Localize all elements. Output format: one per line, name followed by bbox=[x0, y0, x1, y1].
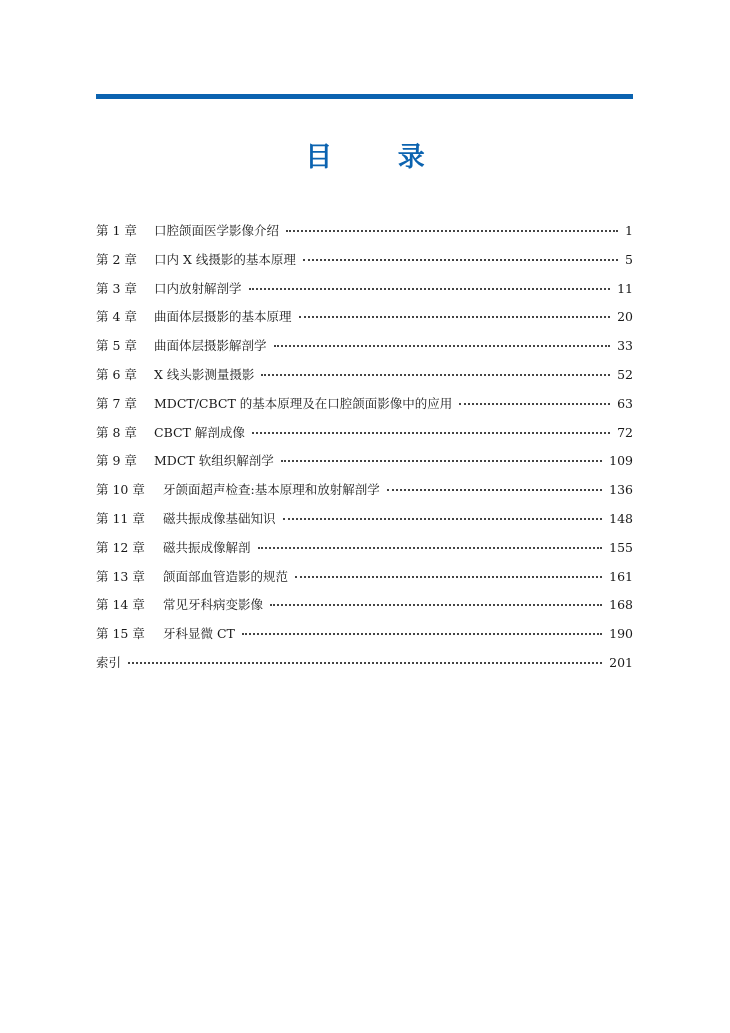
toc-leader-dots bbox=[387, 489, 602, 491]
toc-leader-dots bbox=[459, 403, 610, 405]
toc-chapter-number: 第 7 章 bbox=[96, 395, 137, 411]
top-rule bbox=[96, 94, 633, 99]
toc-leader-dots bbox=[286, 230, 618, 232]
toc-row-6[interactable] bbox=[96, 365, 633, 394]
toc-leader-dots bbox=[252, 432, 610, 434]
toc-row-3[interactable] bbox=[96, 279, 633, 308]
toc-page-number: 190 bbox=[609, 626, 633, 642]
toc-leader-dots bbox=[258, 547, 603, 549]
toc-row-7[interactable] bbox=[96, 394, 633, 423]
toc-chapter-number: 第 14 章 bbox=[96, 597, 145, 613]
page-title: 目 录 bbox=[305, 142, 453, 173]
toc-row-8[interactable] bbox=[96, 423, 633, 452]
toc-chapter-number: 第 5 章 bbox=[96, 338, 137, 354]
toc-chapter-title: MDCT/CBCT 的基本原理及在口腔颌面影像中的应用 bbox=[154, 395, 453, 411]
toc-leader-dots bbox=[281, 460, 602, 462]
toc-page-number: 33 bbox=[617, 338, 633, 354]
toc-leader-dots bbox=[274, 345, 611, 347]
toc-chapter-number: 第 6 章 bbox=[96, 366, 137, 382]
toc-chapter-number: 第 10 章 bbox=[96, 482, 145, 498]
toc-row-4[interactable] bbox=[96, 307, 633, 336]
toc-leader-dots bbox=[295, 576, 602, 578]
toc-chapter-title: 口内 X 线摄影的基本原理 bbox=[154, 251, 296, 267]
toc-chapter-number: 第 9 章 bbox=[96, 453, 137, 469]
toc-page-number: 1 bbox=[625, 223, 633, 238]
toc-chapter-title: X 线头影测量摄影 bbox=[154, 366, 255, 382]
toc-leader-dots bbox=[270, 604, 602, 606]
toc-leader-dots bbox=[283, 518, 603, 520]
toc-page-number: 201 bbox=[609, 654, 633, 670]
toc-leader-dots bbox=[128, 662, 602, 664]
table-of-contents bbox=[96, 221, 633, 682]
toc-chapter-number: 第 11 章 bbox=[96, 510, 145, 526]
toc-chapter-number: 第 15 章 bbox=[96, 626, 145, 642]
toc-page-number: 168 bbox=[609, 597, 633, 613]
toc-leader-dots bbox=[242, 633, 602, 635]
toc-leader-dots bbox=[299, 316, 611, 318]
toc-page-number: 161 bbox=[609, 568, 633, 584]
toc-chapter-number: 第 4 章 bbox=[96, 309, 137, 325]
toc-row-15[interactable] bbox=[96, 624, 633, 653]
toc-chapter-number: 第 13 章 bbox=[96, 568, 145, 584]
toc-row-13[interactable] bbox=[96, 567, 633, 596]
toc-chapter-title: 常见牙科病变影像 bbox=[163, 597, 264, 613]
toc-row-5[interactable] bbox=[96, 336, 633, 365]
toc-page-number: 136 bbox=[609, 482, 633, 498]
toc-chapter-title: MDCT 软组织解剖学 bbox=[154, 453, 274, 469]
toc-page-number: 109 bbox=[609, 453, 633, 469]
toc-row-12[interactable] bbox=[96, 538, 633, 567]
toc-index-title: 索引 bbox=[96, 654, 122, 670]
toc-page-number: 148 bbox=[609, 510, 633, 526]
toc-chapter-number: 第 3 章 bbox=[96, 280, 137, 296]
toc-chapter-title: 牙颌面超声检查:基本原理和放射解剖学 bbox=[163, 482, 380, 498]
toc-row-10[interactable] bbox=[96, 480, 633, 509]
toc-chapter-number: 第 1 章 bbox=[96, 223, 137, 238]
toc-chapter-number: 第 12 章 bbox=[96, 539, 145, 555]
toc-page-number: 72 bbox=[617, 424, 633, 440]
toc-row-index[interactable] bbox=[96, 653, 633, 682]
toc-leader-dots bbox=[249, 288, 611, 290]
toc-page-number: 52 bbox=[617, 366, 633, 382]
toc-page-number: 63 bbox=[617, 395, 633, 411]
toc-chapter-title: 曲面体层摄影的基本原理 bbox=[154, 309, 292, 325]
toc-row-2[interactable] bbox=[96, 250, 633, 279]
toc-page-number: 155 bbox=[609, 539, 633, 555]
toc-chapter-title: 口腔颌面医学影像介绍 bbox=[154, 223, 280, 238]
toc-page-number: 20 bbox=[617, 309, 633, 325]
toc-row-14[interactable] bbox=[96, 595, 633, 624]
toc-chapter-title: 磁共振成像解剖 bbox=[163, 539, 251, 555]
toc-chapter-title: CBCT 解剖成像 bbox=[154, 424, 245, 440]
toc-row-11[interactable] bbox=[96, 509, 633, 538]
toc-chapter-number: 第 2 章 bbox=[96, 251, 137, 267]
toc-leader-dots bbox=[303, 259, 618, 261]
toc-page-number: 5 bbox=[625, 251, 633, 267]
toc-chapter-number: 第 8 章 bbox=[96, 424, 137, 440]
toc-row-1[interactable] bbox=[96, 221, 633, 250]
toc-page-number: 11 bbox=[617, 280, 633, 296]
toc-leader-dots bbox=[261, 374, 610, 376]
toc-chapter-title: 磁共振成像基础知识 bbox=[163, 510, 276, 526]
toc-chapter-title: 颌面部血管造影的规范 bbox=[163, 568, 289, 584]
toc-chapter-title: 牙科显微 CT bbox=[163, 626, 235, 642]
toc-chapter-title: 口内放射解剖学 bbox=[154, 280, 242, 296]
toc-row-9[interactable] bbox=[96, 451, 633, 480]
toc-chapter-title: 曲面体层摄影解剖学 bbox=[154, 338, 267, 354]
